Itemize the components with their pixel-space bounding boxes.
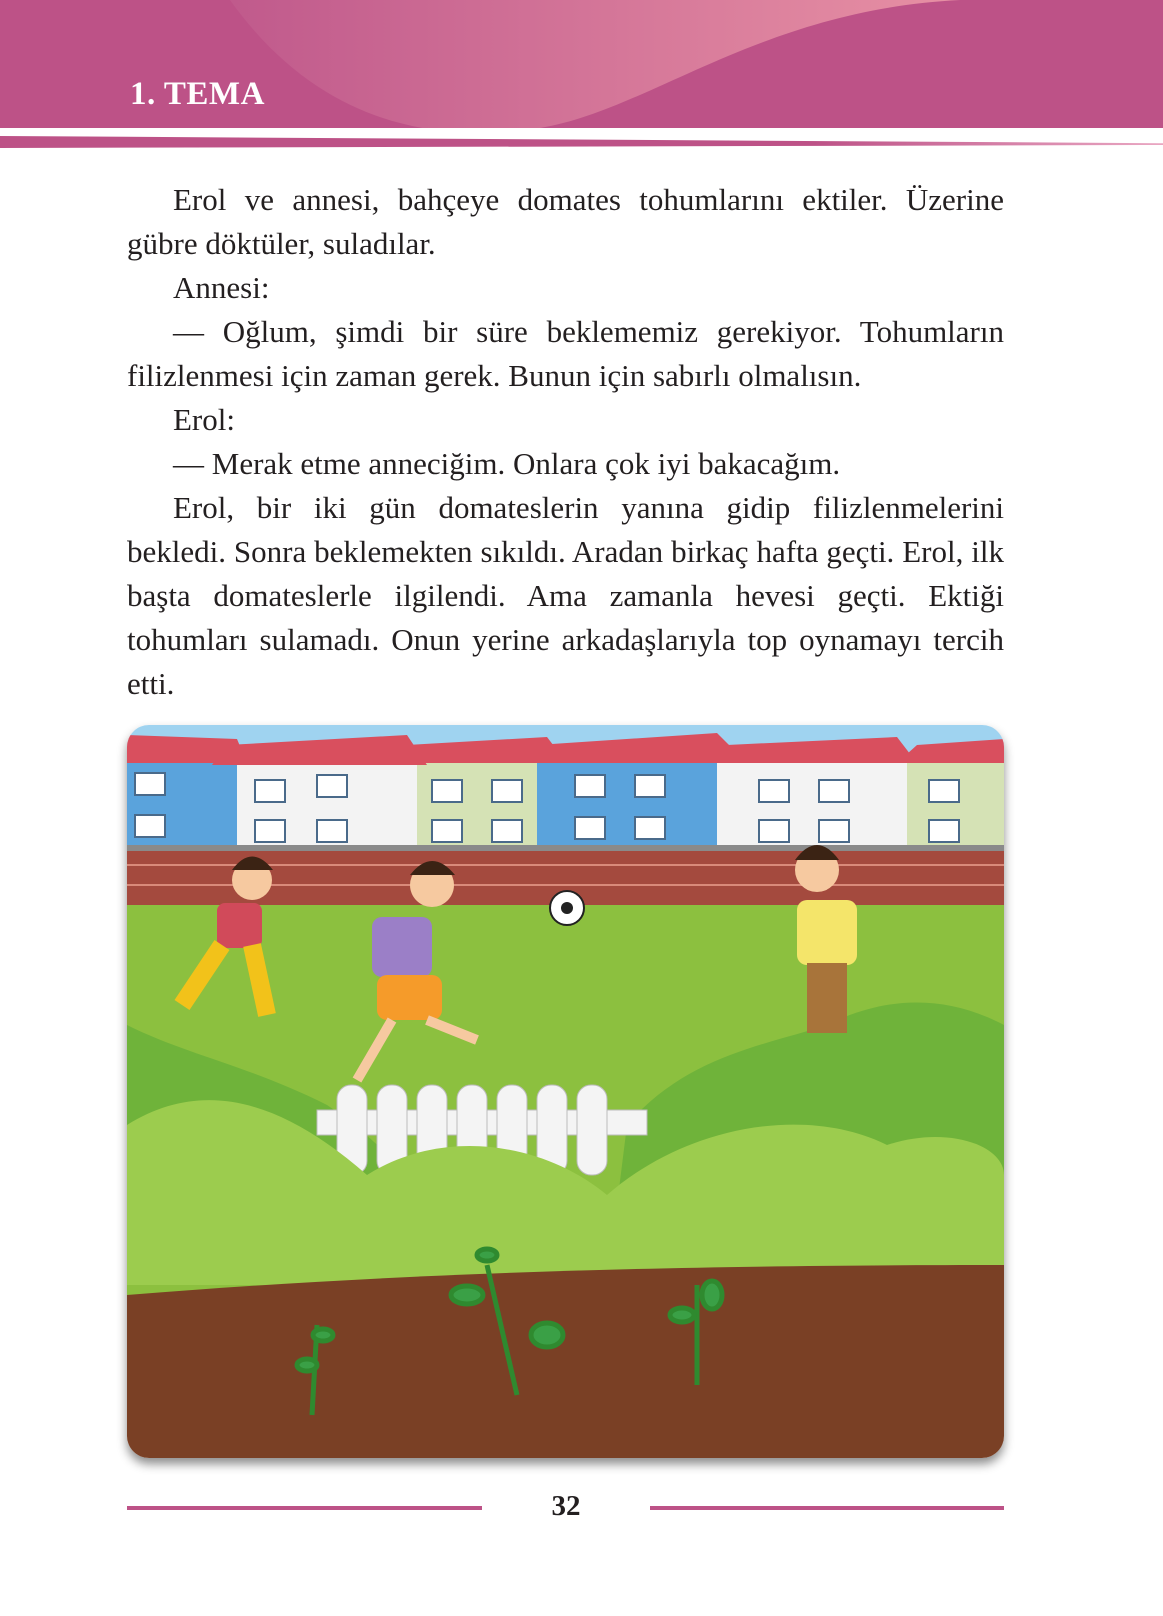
footer-rule-right: [650, 1506, 1004, 1510]
header-divider-stripe: [0, 136, 1163, 148]
story-paragraph: — Oğlum, şimdi bir süre beklememiz gerekiyor. Tohumların filizlenmesi için zaman gerek. Bunun için sabırlı olmalısın.: [127, 314, 1004, 393]
soccer-ball: [550, 891, 584, 925]
story-paragraph: — Merak etme anneciğim. Onlara çok iyi bakacağım.: [173, 446, 841, 481]
story-paragraph: Erol ve annesi, bahçeye domates tohumlarını ektiler. Üzerine gübre döktüler, suladılar.: [127, 182, 1004, 261]
footer-rule-left: [127, 1506, 482, 1510]
story-paragraph: Annesi:: [173, 270, 270, 305]
buildings: [127, 733, 1004, 848]
theme-header-banner: [0, 0, 1163, 128]
theme-title: 1. TEMA: [130, 76, 265, 112]
story-text: [127, 178, 1004, 706]
story-paragraph: Erol:: [173, 402, 235, 437]
story-illustration: [127, 725, 1004, 1458]
page-number: 32: [551, 1490, 581, 1522]
story-paragraph: Erol, bir iki gün domateslerin yanına gidip filizlenmelerini bekledi. Sonra beklemekten sıkıldı. Aradan birkaç hafta geçti. Erol, ilk başta domateslerle ilgilendi. Ama zamanla hevesi geçti. Ektiği tohumları sulamadı. Onun yerine arkadaşlarıyla top oynamayı tercih etti.: [127, 490, 1004, 701]
soil: [127, 1265, 1004, 1458]
